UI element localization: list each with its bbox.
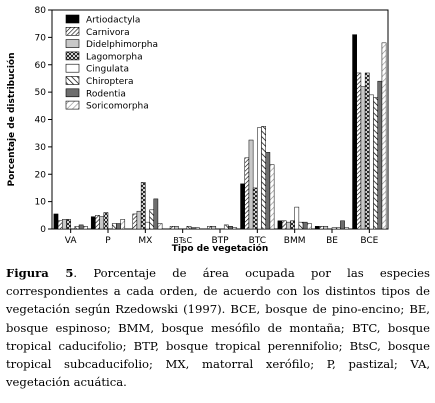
x-tick-label: BTC [248, 236, 267, 246]
bar-rodentia-p [116, 224, 120, 229]
bar-artiodactyla-p [91, 217, 95, 229]
bar-cingulata-bmm [295, 207, 299, 229]
bar-didelphimorpha-btc [249, 140, 253, 229]
bar-lagomorpha-va [66, 219, 70, 229]
bar-soricomorpha-bce [382, 43, 386, 229]
bar-didelphimorpha-va [62, 219, 66, 229]
bar-didelphimorpha-mx [137, 211, 141, 229]
bar-soricomorpha-btsc [195, 228, 199, 229]
x-tick-label: BTP [211, 236, 229, 246]
legend-swatch-soricomorpha [66, 101, 79, 109]
y-tick-label: 30 [34, 142, 46, 153]
bar-chiroptera-btc [262, 126, 266, 229]
bar-soricomorpha-btc [270, 165, 274, 229]
x-tick-label: P [105, 236, 111, 246]
legend-label-lagomorpha: Lagomorpha [86, 52, 143, 63]
bar-chiroptera-p [112, 224, 116, 229]
y-tick-label: 40 [34, 115, 46, 126]
bar-rodentia-bmm [303, 222, 307, 229]
legend-swatch-lagomorpha [66, 52, 79, 60]
legend-swatch-carnivora [66, 27, 79, 35]
bar-rodentia-btsc [191, 228, 195, 229]
x-tick-label: BCE [360, 236, 379, 246]
caption-label: Figura 5 [6, 266, 74, 280]
bar-chiroptera-btsc [187, 226, 191, 229]
bar-soricomorpha-p [121, 219, 125, 229]
x-tick-label: VA [64, 236, 77, 246]
x-tick-label: BTsC [173, 236, 193, 245]
bar-lagomorpha-p [104, 213, 108, 229]
bar-soricomorpha-va [83, 226, 87, 229]
bar-cingulata-mx [145, 222, 149, 229]
bar-didelphimorpha-bce [361, 87, 365, 229]
bar-soricomorpha-be [345, 228, 349, 229]
bar-rodentia-bce [378, 81, 382, 229]
y-axis-title: Porcentaje de distribución [7, 52, 17, 187]
bar-rodentia-btp [228, 226, 232, 229]
figure-caption [6, 264, 430, 391]
bar-chiroptera-be [336, 228, 340, 229]
bar-didelphimorpha-bmm [286, 222, 290, 229]
legend-swatch-chiroptera [66, 77, 79, 85]
bar-chiroptera-va [75, 226, 79, 229]
legend-label-carnivora: Carnivora [86, 27, 130, 38]
bar-soricomorpha-btp [233, 228, 237, 229]
bar-carnivora-btsc [170, 226, 174, 229]
bar-carnivora-p [95, 215, 99, 229]
y-tick-label: 50 [34, 88, 46, 99]
bar-didelphimorpha-btp [212, 226, 216, 229]
bar-cingulata-bce [369, 95, 373, 229]
y-tick-label: 10 [34, 197, 46, 208]
y-tick-label: 70 [34, 33, 46, 44]
y-tick-label: 20 [34, 170, 46, 181]
legend-label-soricomorpha: Soricomorpha [86, 101, 149, 112]
x-tick-label: MX [138, 236, 153, 246]
bar-lagomorpha-btc [253, 188, 257, 229]
bar-rodentia-mx [154, 199, 158, 229]
y-tick-label: 60 [34, 60, 46, 71]
bar-carnivora-bce [357, 73, 361, 229]
bar-lagomorpha-mx [141, 182, 145, 229]
bar-lagomorpha-bmm [290, 221, 294, 229]
bar-lagomorpha-bce [365, 73, 369, 229]
caption-text: . Porcentaje de área ocupada por las especies correspondientes a cada orden, de acuerdo con los distintos tipos de vegetación según Rzedowski (1997). BCE, bosque de pino-encino; BE, bosque espinoso; BMM, bosque mesófilo de montaña; BTC, bosque tropical caducifolio; BTP, bosque tropical perennifolio; BtsC, bosque tropical subcaducifolio; MX, matorral xerófilo; P, pastizal; VA, vegetación acuática. [6, 266, 430, 390]
bar-carnivora-btp [207, 226, 211, 229]
x-axis-title: Tipo de vegetación [171, 244, 269, 254]
legend-label-artiodactyla: Artiodactyla [86, 15, 141, 26]
legend-swatch-didelphimorpha [66, 40, 79, 48]
bar-artiodactyla-bce [353, 35, 357, 229]
legend-label-didelphimorpha: Didelphimorpha [86, 40, 159, 51]
bar-didelphimorpha-btsc [174, 226, 178, 229]
bar-cingulata-btc [257, 128, 261, 229]
bar-rodentia-va [79, 225, 83, 229]
bar-rodentia-btc [266, 152, 270, 229]
bar-soricomorpha-bmm [307, 224, 311, 229]
bar-chiroptera-bmm [299, 222, 303, 229]
bar-chiroptera-mx [150, 210, 154, 229]
bar-artiodactyla-btc [241, 184, 245, 229]
bar-artiodactyla-bmm [278, 221, 282, 229]
x-tick-label: BE [326, 236, 338, 246]
bar-artiodactyla-va [54, 214, 58, 229]
bar-carnivora-bmm [282, 221, 286, 229]
bar-carnivora-be [319, 226, 323, 229]
bar-carnivora-mx [133, 214, 137, 229]
bar-carnivora-btc [245, 158, 249, 229]
legend-label-rodentia: Rodentia [86, 89, 126, 100]
bar-chiroptera-btp [224, 225, 228, 229]
y-tick-label: 80 [34, 6, 46, 16]
bar-soricomorpha-mx [158, 224, 162, 229]
bar-didelphimorpha-be [324, 226, 328, 229]
bar-rodentia-be [340, 221, 344, 229]
legend-swatch-rodentia [66, 89, 79, 97]
bar-chiroptera-bce [374, 98, 378, 229]
bar-cingulata-be [332, 228, 336, 229]
legend-label-cingulata: Cingulata [86, 64, 129, 75]
legend-label-chiroptera: Chiroptera [86, 77, 134, 87]
legend-swatch-artiodactyla [66, 15, 79, 23]
x-tick-label: BMM [283, 236, 306, 246]
bar-artiodactyla-be [315, 226, 319, 229]
bar-carnivora-va [58, 221, 62, 229]
legend-swatch-cingulata [66, 64, 79, 72]
bar-didelphimorpha-p [100, 217, 104, 229]
y-tick-label: 0 [40, 225, 46, 235]
